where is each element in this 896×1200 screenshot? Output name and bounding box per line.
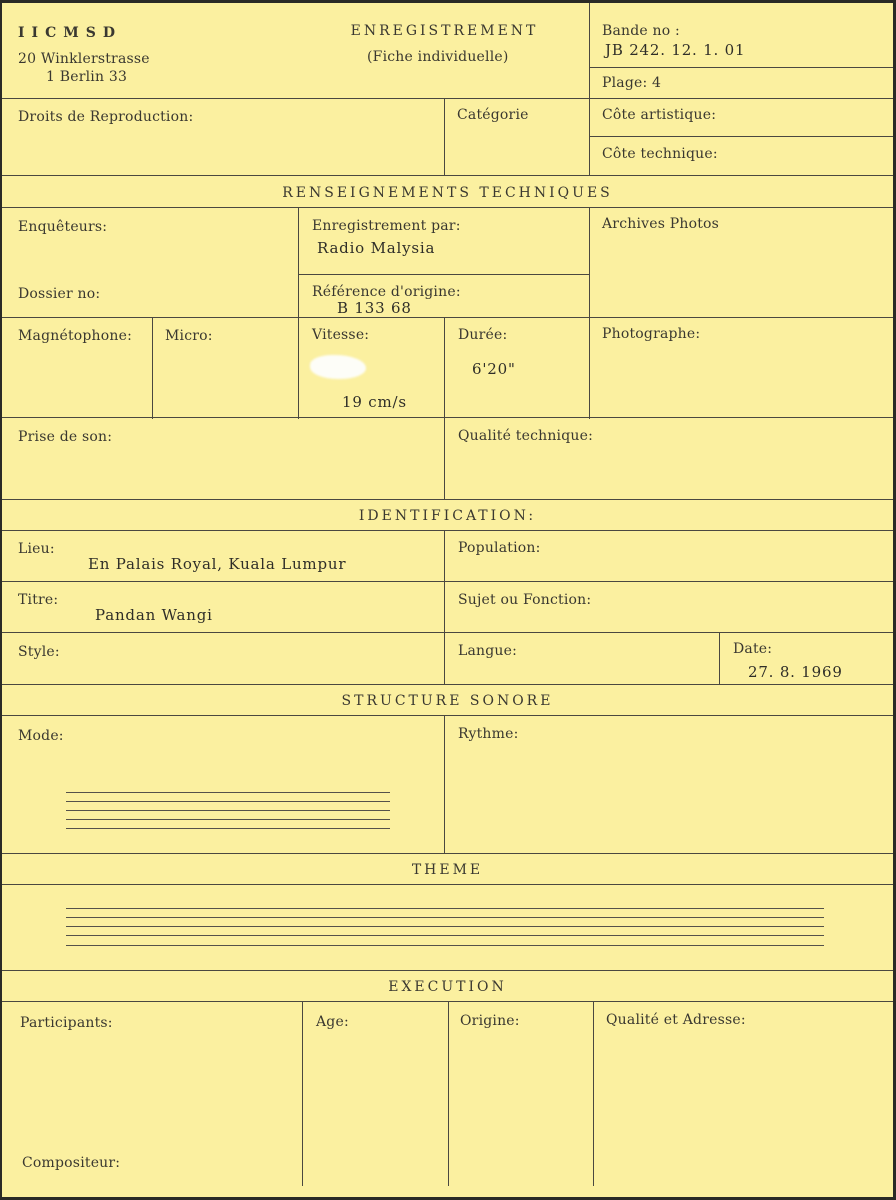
rythme-label: Rythme: bbox=[458, 726, 519, 742]
registration-card bbox=[2, 3, 893, 1197]
reference-value: B 133 68 bbox=[337, 299, 412, 317]
technique-section-title: RENSEIGNEMENTS TECHNIQUES bbox=[282, 185, 613, 201]
enqueteurs-label: Enquêteurs: bbox=[18, 219, 108, 235]
enregistrement-par-label: Enregistrement par: bbox=[312, 218, 461, 234]
magnetophone-label: Magnétophone: bbox=[18, 328, 133, 344]
qualite-adresse-label: Qualité et Adresse: bbox=[606, 1012, 746, 1028]
qualite-technique-label: Qualité technique: bbox=[458, 428, 594, 444]
bande-label: Bande no : bbox=[602, 23, 680, 39]
duree-value: 6'20" bbox=[472, 360, 516, 378]
structure-section-title: STRUCTURE SONORE bbox=[341, 693, 554, 709]
dossier-label: Dossier no: bbox=[18, 286, 101, 302]
sujet-label: Sujet ou Fonction: bbox=[458, 592, 592, 608]
categorie-label: Catégorie bbox=[457, 107, 529, 123]
vitesse-value: 19 cm/s bbox=[342, 393, 407, 411]
droits-label: Droits de Reproduction: bbox=[18, 109, 194, 125]
mode-label: Mode: bbox=[18, 728, 64, 744]
cote-artistique-label: Côte artistique: bbox=[602, 107, 717, 123]
reference-label: Référence d'origine: bbox=[312, 284, 461, 300]
micro-label: Micro: bbox=[165, 328, 213, 344]
participants-label: Participants: bbox=[20, 1015, 113, 1031]
form-title: ENREGISTREMENT bbox=[350, 23, 539, 39]
lieu-value: En Palais Royal, Kuala Lumpur bbox=[88, 555, 347, 573]
address-line-1: 20 Winklerstrasse bbox=[18, 51, 150, 67]
identification-section-title: IDENTIFICATION: bbox=[358, 508, 537, 524]
duree-label: Durée: bbox=[458, 327, 508, 343]
vitesse-label: Vitesse: bbox=[312, 327, 370, 343]
photographe-label: Photographe: bbox=[602, 326, 701, 342]
enregistrement-par-value: Radio Malysia bbox=[317, 239, 436, 257]
langue-label: Langue: bbox=[458, 643, 518, 659]
compositeur-label: Compositeur: bbox=[22, 1155, 121, 1171]
theme-section-title: THEME bbox=[411, 862, 484, 878]
correction-blot bbox=[310, 355, 366, 379]
plage-label: Plage: 4 bbox=[602, 75, 662, 91]
age-label: Age: bbox=[316, 1014, 349, 1030]
origine-label: Origine: bbox=[460, 1013, 520, 1029]
population-label: Population: bbox=[458, 540, 541, 556]
address-line-2: 1 Berlin 33 bbox=[46, 69, 128, 85]
institute-logo: IICMSD bbox=[18, 25, 122, 41]
date-label: Date: bbox=[733, 641, 773, 657]
date-value: 27. 8. 1969 bbox=[748, 663, 843, 681]
titre-label: Titre: bbox=[18, 592, 59, 608]
titre-value: Pandan Wangi bbox=[95, 606, 213, 624]
execution-section-title: EXECUTION bbox=[388, 979, 507, 995]
prise-de-son-label: Prise de son: bbox=[18, 429, 113, 445]
cote-technique-label: Côte technique: bbox=[602, 146, 718, 162]
bande-value: JB 242. 12. 1. 01 bbox=[605, 41, 746, 59]
style-label: Style: bbox=[18, 644, 60, 660]
form-subtitle: (Fiche individuelle) bbox=[367, 49, 509, 65]
lieu-label: Lieu: bbox=[18, 541, 55, 557]
archives-photos-label: Archives Photos bbox=[602, 216, 720, 232]
